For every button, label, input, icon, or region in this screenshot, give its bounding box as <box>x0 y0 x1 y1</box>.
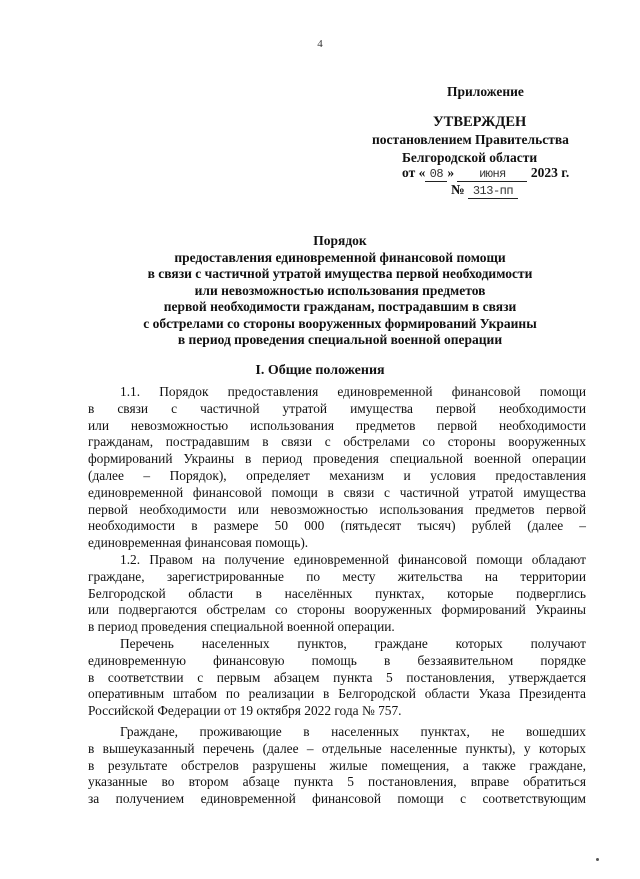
section-heading: I. Общие положения <box>255 363 385 378</box>
approved-by-line: постановлением Правительства <box>372 132 569 147</box>
text-line: в связи с частичной утратой имущества первой необходимости <box>88 400 586 416</box>
title-line: в период проведения специальной военной операции <box>177 332 503 347</box>
document-title <box>80 233 600 349</box>
title-line: или невозможностью использования предметов <box>194 282 486 298</box>
text-line: 1.2. Правом на получение единовременной финансовой помощи обладают <box>120 551 586 567</box>
approval-date <box>402 165 569 182</box>
approved-stamp: УТВЕРЖДЕН <box>433 114 527 130</box>
title-line: в связи с частичной утратой имущества первой необходимости <box>147 266 533 281</box>
title-heading: Порядок <box>313 233 367 248</box>
text-line: первой необходимости или невозможностью использования предметов первой <box>88 501 586 517</box>
date-day: 08 <box>425 167 447 182</box>
text-line: Российской Федерации от 19 октября 2022 года № 757. <box>88 703 402 719</box>
text-line: единовременную финансовую помощь в беззаявительном порядке <box>88 652 586 668</box>
number-prefix: № <box>451 182 465 197</box>
text-line: гражданам, пострадавшим в связи с обстрелами со стороны вооруженных <box>88 434 586 450</box>
text-line: 1.1. Порядок предоставления единовременной финансовой помощи <box>120 384 586 399</box>
paragraph-1-1 <box>88 384 586 552</box>
text-line: или невозможностью использования предметов первой необходимости <box>88 417 586 433</box>
text-line: Граждане, проживающие в населенных пунктах, не вошедших <box>120 723 586 739</box>
title-line: предоставления единовременной финансовой помощи <box>174 249 506 265</box>
text-line: Белгородской области в населённых пунктах, которые подверглись <box>88 585 586 601</box>
title-line: с обстрелами со стороны вооруженных формирований Украины <box>143 315 537 331</box>
number-value: 313-пп <box>468 184 518 199</box>
text-line: единовременной финансовой помощи в связи с частичной утратой имущества <box>88 484 586 500</box>
title-line: первой необходимости гражданам, пострадавшим в связи <box>163 299 517 314</box>
text-line: необходимости в размере 50 000 (пятьдесят тысяч) рублей (далее – <box>88 518 586 534</box>
text-line: (далее – Порядок), определяет механизм и условия предоставления <box>88 467 586 483</box>
text-line: в вышеуказанный перечень (далее – отдельные населенные пункты), у которых <box>88 740 586 756</box>
date-year: 2023 г. <box>530 165 570 180</box>
appendix-label: Приложение <box>447 84 524 99</box>
document-body <box>88 384 586 808</box>
approval-number <box>451 182 518 199</box>
paragraph-citizens <box>88 724 586 808</box>
text-line: оперативным штабом по реализации в Белгородской области Указа Президента <box>88 686 586 702</box>
text-line: указанные во втором абзаце пункта 5 постановления, вправе обратиться <box>88 774 586 790</box>
paragraph-1-2 <box>88 552 586 636</box>
paragraph-list <box>88 636 586 720</box>
date-month: июня <box>457 167 527 182</box>
scan-speck <box>596 858 599 861</box>
text-line: Перечень населенных пунктов, граждане которых получают <box>120 635 586 651</box>
text-line: формирований Украины в период проведения специальной военной операции <box>88 451 586 467</box>
region-line: Белгородской области <box>402 150 538 165</box>
text-line: единовременная финансовая помощь). <box>88 535 309 551</box>
text-line: или подвергаются обстрелам со стороны вооруженных формирований Украины <box>88 602 586 618</box>
text-line: за получением единовременной финансовой помощи с соответствующим <box>88 791 586 807</box>
text-line: в период проведения специальной военной операции. <box>88 619 395 635</box>
text-line: в соответствии с первым абзацем пункта 5 постановления, утверждается <box>88 669 586 685</box>
page-number: 4 <box>317 38 323 50</box>
text-line: в результате обстрелов разрушены жилые помещения, а также граждане, <box>88 757 586 773</box>
date-mid: » <box>447 165 455 180</box>
text-line: граждане, зарегистрированные по месту жительства на территории <box>88 568 586 584</box>
date-prefix: от « <box>402 165 426 180</box>
